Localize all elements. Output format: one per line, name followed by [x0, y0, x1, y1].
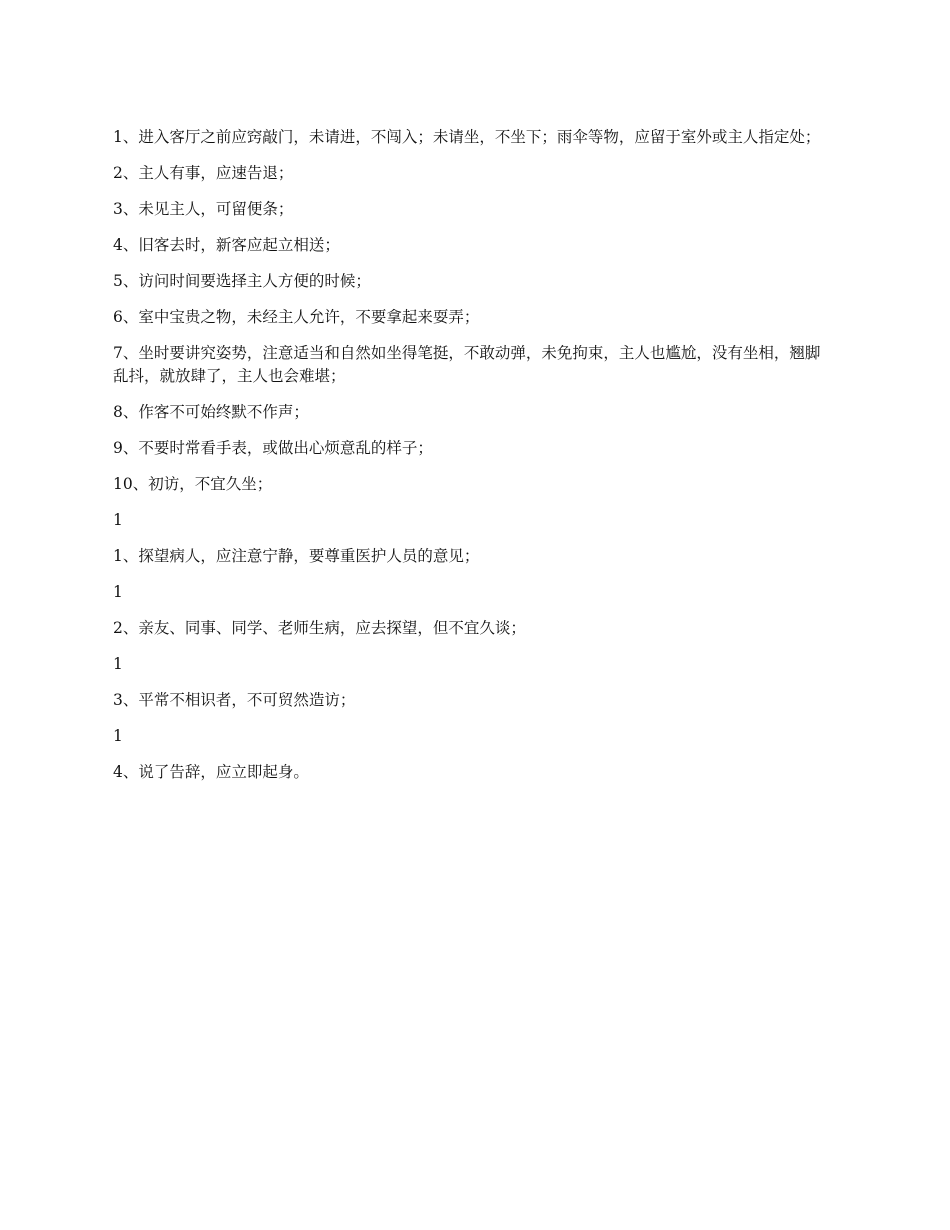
paragraph: 10、初访，不宜久坐；: [113, 475, 273, 493]
paragraph: 9、不要时常看手表，或做出心烦意乱的样子；: [113, 439, 433, 457]
paragraph: 3、未见主人，可留便条；: [113, 200, 294, 218]
paragraph: 2、主人有事，应速告退；: [113, 164, 294, 182]
paragraph: 4、旧客去时，新客应起立相送；: [113, 236, 340, 254]
paragraph: 1、进入客厅之前应窍敲门，未请进，不闯入；未请坐，不坐下；雨伞等物，应留于室外或主人指定处；: [113, 128, 821, 146]
paragraph: 7、坐时要讲究姿势，注意适当和自然如坐得笔挺，不敢动弹，未免拘束，主人也尴尬，没有坐相，翘脚乱抖，就放肆了，主人也会难堪；: [113, 344, 821, 385]
document-body: [113, 126, 835, 797]
paragraph: 5、访问时间要选择主人方便的时候；: [113, 272, 371, 290]
paragraph: 1: [113, 655, 123, 673]
paragraph: 8、作客不可始终默不作声；: [113, 403, 309, 421]
paragraph: 1: [113, 511, 123, 529]
paragraph: 1、探望病人，应注意宁静，要尊重医护人员的意见；: [113, 547, 480, 565]
paragraph: 1: [113, 583, 123, 601]
paragraph: 6、室中宝贵之物，未经主人允许，不要拿起来耍弄；: [113, 308, 480, 326]
paragraph: 3、平常不相识者，不可贸然造访；: [113, 691, 356, 709]
paragraph: 2、亲友、同事、同学、老师生病，应去探望，但不宜久谈；: [113, 619, 526, 637]
paragraph: 1: [113, 727, 123, 745]
paragraph: 4、说了告辞，应立即起身。: [113, 763, 309, 781]
